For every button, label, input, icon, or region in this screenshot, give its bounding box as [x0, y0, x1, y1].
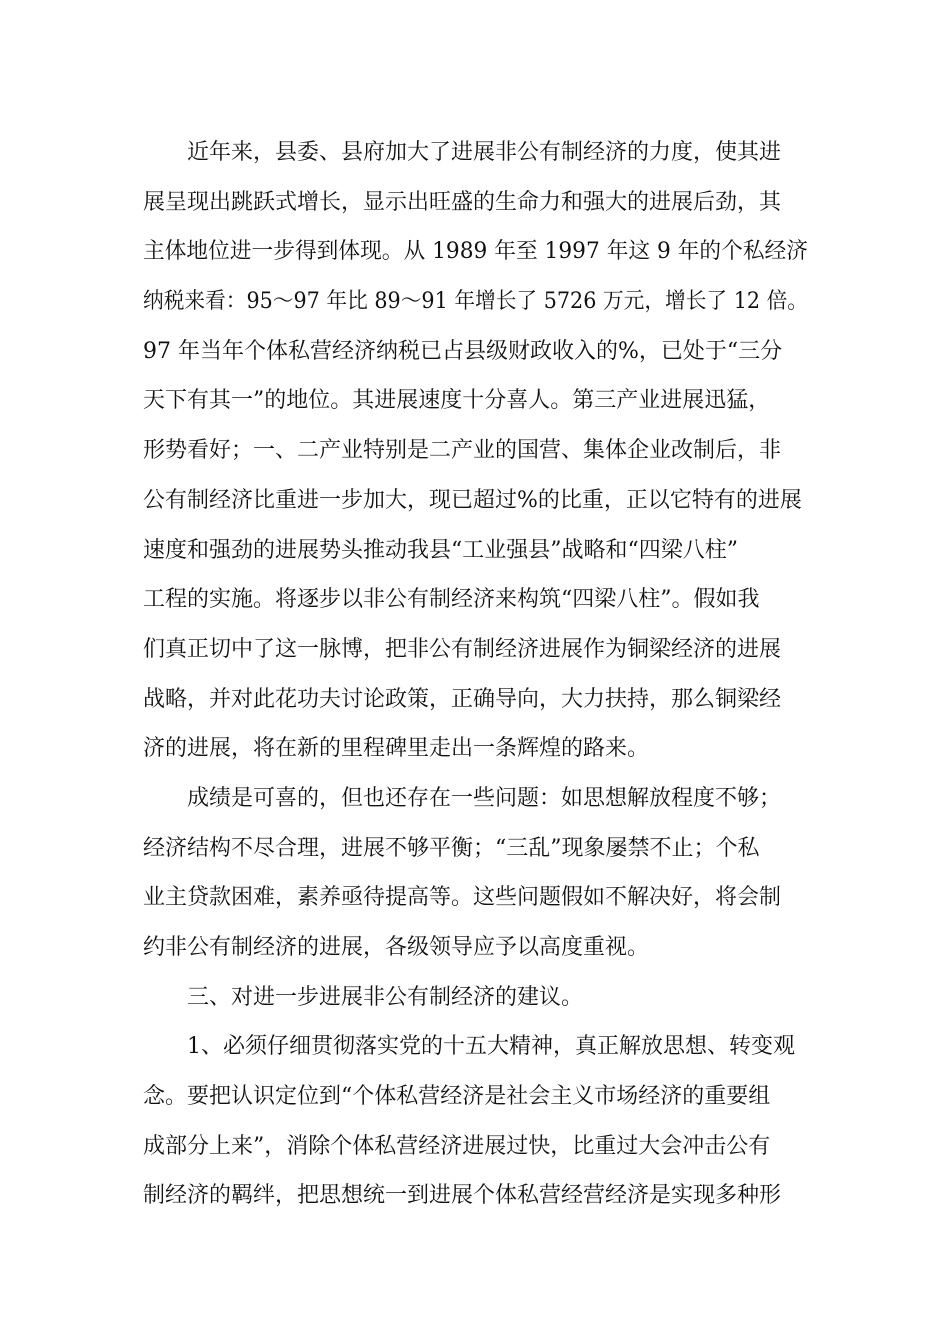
text-line: 们真正切中了这一脉博，把非公有制经济进展作为铜梁经济的进展 — [143, 636, 782, 662]
section-heading: 三、对进一步进展非公有制经济的建议。 — [187, 984, 584, 1010]
text-line: 成绩是可喜的，但也还存在一些问题：如思想解放程度不够； — [187, 785, 782, 811]
text-line: 济的进展，将在新的里程碑里走出一条辉煌的路来。 — [143, 736, 650, 762]
text-line: 展呈现出跳跃式增长，显示出旺盛的生命力和强大的进展后劲，其 — [143, 189, 782, 215]
text-line: 纳税来看：95～97 年比 89～91 年增长了 5726 万元，增长了 12 倍。 — [143, 289, 809, 315]
text-line: 工程的实施。将逐步以非公有制经济来构筑“四梁八柱”。假如我 — [143, 587, 760, 613]
text-line: 制经济的羁绊，把思想统一到进展个体私营经营经济是实现多种形 — [143, 1183, 782, 1209]
text-line: 速度和强劲的进展势头推动我县“工业强县”战略和“四梁八柱” — [143, 537, 738, 563]
text-line: 97 年当年个体私营经济纳税已占县级财政收入的%，已处于“三分 — [143, 338, 783, 364]
paragraph-nonpublic-growth — [143, 128, 808, 774]
text-line: 经济结构不尽合理，进展不够平衡；“三乱”现象屡禁不止；个私 — [143, 835, 760, 861]
text-line: 成部分上来”，消除个体私营经济进展过快，比重过大会冲击公有 — [143, 1133, 771, 1159]
text-line: 念。要把认识定位到“个体私营经济是社会主义市场经济的重要组 — [143, 1084, 771, 1110]
text-line: 形势看好；一、二产业特别是二产业的国营、集体企业改制后，非 — [143, 438, 782, 464]
text-line: 1、必须仔细贯彻落实党的十五大精神，真正解放思想、转变观 — [187, 1034, 795, 1060]
paragraph-problems — [143, 774, 808, 973]
document-body — [143, 128, 808, 1221]
text-line: 战略，并对此花功夫讨论政策，正确导向，大力扶持，那么铜梁经 — [143, 686, 782, 712]
text-line: 主体地位进一步得到体现。从 1989 年至 1997 年这 9 年的个私经济 — [143, 239, 808, 265]
text-line: 公有制经济比重进一步加大，现已超过%的比重，正以它特有的进展 — [143, 487, 802, 513]
section-heading-suggestions — [143, 973, 808, 1023]
text-line: 天下有其一”的地位。其进展速度十分喜人。第三产业进展迅猛， — [143, 388, 771, 414]
text-line: 约非公有制经济的进展，各级领导应予以高度重视。 — [143, 935, 650, 960]
paragraph-suggestion-1 — [143, 1022, 808, 1221]
text-line: 近年来，县委、县府加大了进展非公有制经济的力度，使其进 — [187, 140, 782, 165]
text-line: 业主贷款困难，素养亟待提高等。这些问题假如不解决好，将会制 — [143, 885, 782, 911]
